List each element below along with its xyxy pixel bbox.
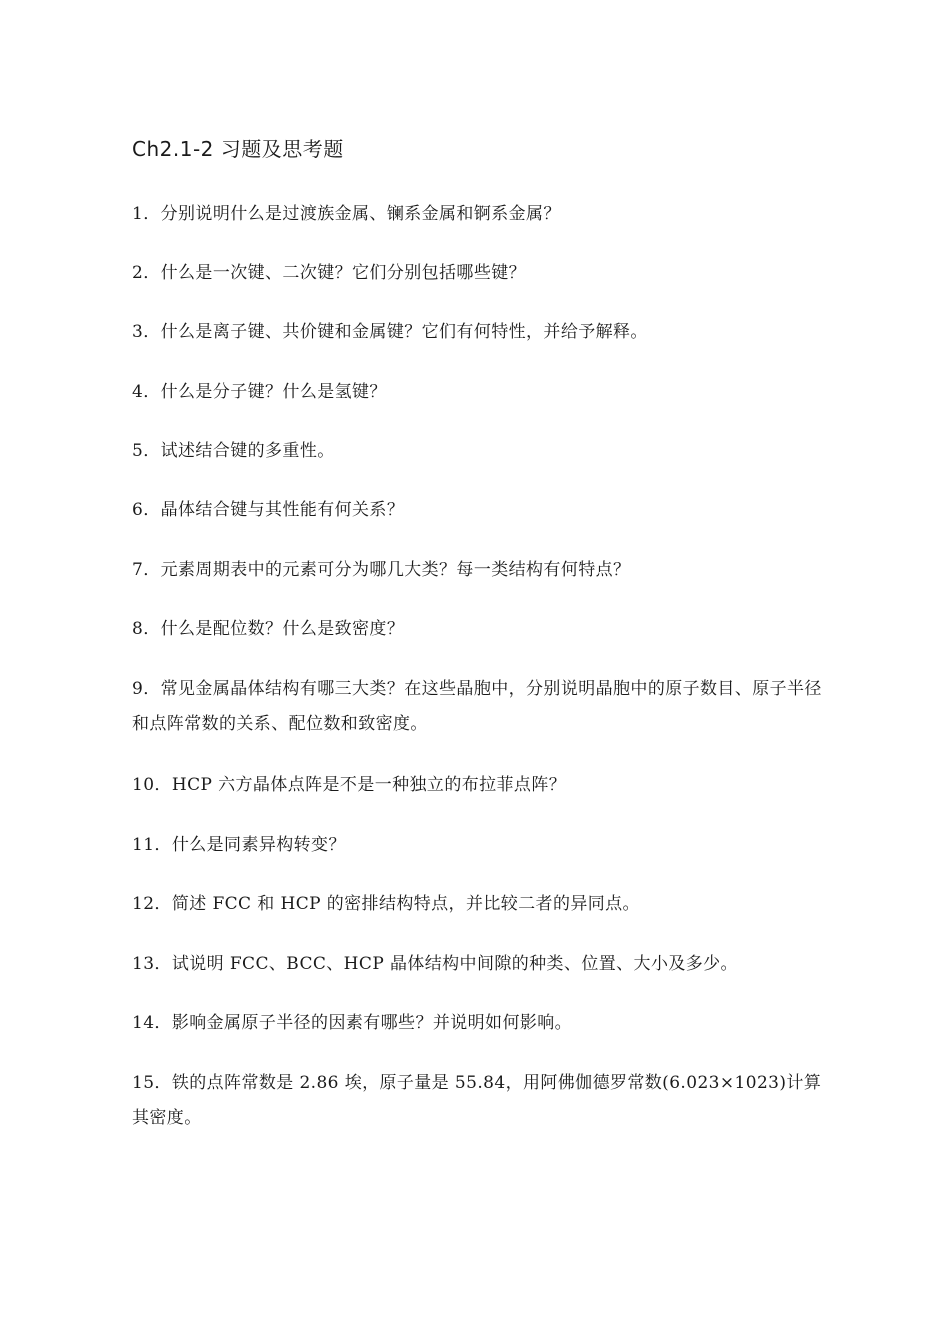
question-item xyxy=(132,947,832,982)
question-item xyxy=(132,197,832,232)
question-item xyxy=(132,887,832,922)
question-number: 1． xyxy=(132,204,161,224)
question-item xyxy=(132,1066,832,1136)
question-item xyxy=(132,375,832,410)
question-item xyxy=(132,768,832,803)
question-text: 什么是同素异构转变？ xyxy=(171,835,346,855)
question-number: 2． xyxy=(132,263,161,283)
question-item xyxy=(132,315,832,350)
question-text: 什么是配位数？什么是致密度？ xyxy=(160,619,405,639)
question-number: 10． xyxy=(132,775,172,795)
question-text: HCP 六方晶体点阵是不是一种独立的布拉菲点阵？ xyxy=(171,775,567,795)
question-text: 什么是一次键、二次键？它们分别包括哪些键？ xyxy=(160,263,527,283)
question-number: 6． xyxy=(132,500,161,520)
question-number: 8． xyxy=(132,619,161,639)
question-item xyxy=(132,612,832,647)
question-item xyxy=(132,1006,832,1041)
question-text: 常见金属晶体结构有哪三大类？在这些晶胞中，分别说明晶胞中的原子数目、原子半径和点阵常数的关系、配位数和致密度。 xyxy=(132,679,822,734)
question-number: 13． xyxy=(132,954,172,974)
question-text: 铁的点阵常数是 2.86 埃，原子量是 55.84，用阿佛伽德罗常数(6.023×1023)计算其密度。 xyxy=(132,1073,822,1128)
question-text: 分别说明什么是过渡族金属、镧系金属和锕系金属？ xyxy=(160,204,561,224)
question-item xyxy=(132,434,832,469)
question-number: 9． xyxy=(132,679,161,699)
question-text: 试说明 FCC、BCC、HCP 晶体结构中间隙的种类、位置、大小及多少。 xyxy=(171,954,738,974)
question-item xyxy=(132,553,832,588)
question-text: 什么是分子键？什么是氢键？ xyxy=(160,382,387,402)
question-item xyxy=(132,672,832,742)
question-number: 7． xyxy=(132,560,161,580)
question-text: 试述结合键的多重性。 xyxy=(160,441,335,461)
question-text: 影响金属原子半径的因素有哪些？并说明如何影响。 xyxy=(171,1013,573,1033)
question-item xyxy=(132,828,832,863)
question-number: 3． xyxy=(132,322,161,342)
question-number: 14． xyxy=(132,1013,172,1033)
question-text: 简述 FCC 和 HCP 的密排结构特点，并比较二者的异同点。 xyxy=(171,894,640,914)
question-number: 11． xyxy=(132,835,172,855)
question-number: 12． xyxy=(132,894,172,914)
question-text: 晶体结合键与其性能有何关系？ xyxy=(160,500,405,520)
question-item xyxy=(132,493,832,528)
question-number: 5． xyxy=(132,441,161,461)
page-title: Ch2.1-2 习题及思考题 xyxy=(132,137,344,161)
question-item xyxy=(132,256,832,291)
question-number: 15． xyxy=(132,1073,172,1093)
question-text: 什么是离子键、共价键和金属键？它们有何特性，并给予解释。 xyxy=(160,322,648,342)
question-number: 4． xyxy=(132,382,161,402)
question-text: 元素周期表中的元素可分为哪几大类？每一类结构有何特点？ xyxy=(160,560,631,580)
